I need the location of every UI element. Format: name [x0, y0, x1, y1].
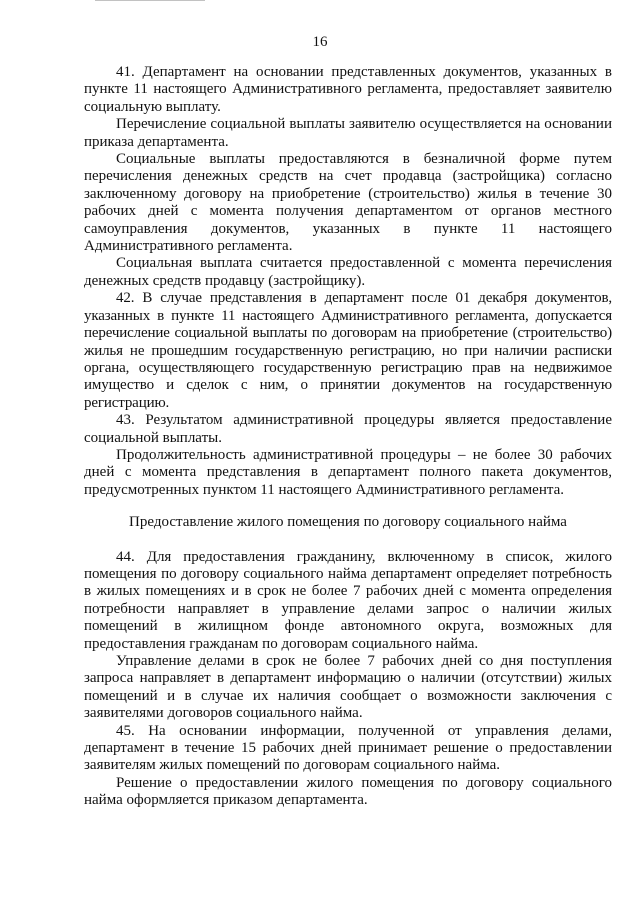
paragraph-45: 45. На основании информации, полученной от управления делами, департамент в течение 15 рабочих дней принимает решение о предоставлении заявителям жилых помещений по договорам социального найма. — [84, 722, 612, 774]
section-heading: Предоставление жилого помещения по договору социального найма — [129, 514, 567, 531]
scan-edge-mark — [95, 0, 205, 4]
paragraph-decision-order: Решение о предоставлении жилого помещения по договору социального найма оформляется приказом департамента. — [84, 774, 612, 809]
document-body — [84, 64, 612, 810]
paragraph-affairs-response: Управление делами в срок не более 7 рабочих дней со дня поступления запроса направляет в департамент информацию о наличии (отсутствии) жилых помещений и в случае их наличия сообщает о возможности заключения с заявителями договоров социального найма. — [84, 653, 612, 722]
page-number: 16 — [312, 34, 328, 50]
paragraph-43: 43. Результатом административной процедуры является предоставление социальной выплаты. — [84, 412, 612, 446]
paragraph-duration: Продолжительность административной процедуры – не более 30 рабочих дней с момента представления в департамент полного пакета документов, предусмотренных пунктом 11 настоящего Административного регламента. — [84, 446, 612, 498]
paragraph-transfer-basis: Перечисление социальной выплаты заявителю осуществляется на основании приказа департамента. — [84, 116, 612, 150]
paragraph-41: 41. Департамент на основании представленных документов, указанных в пункте 11 настоящего Административного регламента, предоставляет заявителю социальную выплату. — [84, 64, 612, 115]
paragraph-cashless-form: Социальные выплаты предоставляются в безналичной форме путем перечисления денежных средств на счет продавца (застройщика) согласно заключенному договору на приобретение (строительство) жилья в течение 30 рабочих дней с момента получения департаментом от органов местного самоуправления документов, указанных в пункте 11 настоящего Административного регламента. — [84, 151, 612, 255]
paragraph-44: 44. Для предоставления гражданину, включенному в список, жилого помещения по договору социального найма департамент определяет потребность в жилых помещениях и в срок не более 7 рабочих дней с момента определения потребности направляет в управление делами запрос о наличии жилых помещений в жилищном фонде автономного округа, возможных для предоставления гражданам по договорам социального найма. — [84, 548, 612, 652]
paragraph-payment-considered: Социальная выплата считается предоставленной с момента перечисления денежных средств продавцу (застройщику). — [84, 255, 612, 289]
paragraph-42: 42. В случае представления в департамент после 01 декабря документов, указанных в пункте 11 настоящего Административного регламента, допускается перечисление социальной выплаты по договорам на приобретение (строительство) жилья не прошедшим государственную регистрацию, но при наличии расписки органа, осуществляющего государственную регистрацию прав на недвижимое имущество и сделок с ним, о принятии документов на государственную регистрацию. — [84, 290, 612, 411]
